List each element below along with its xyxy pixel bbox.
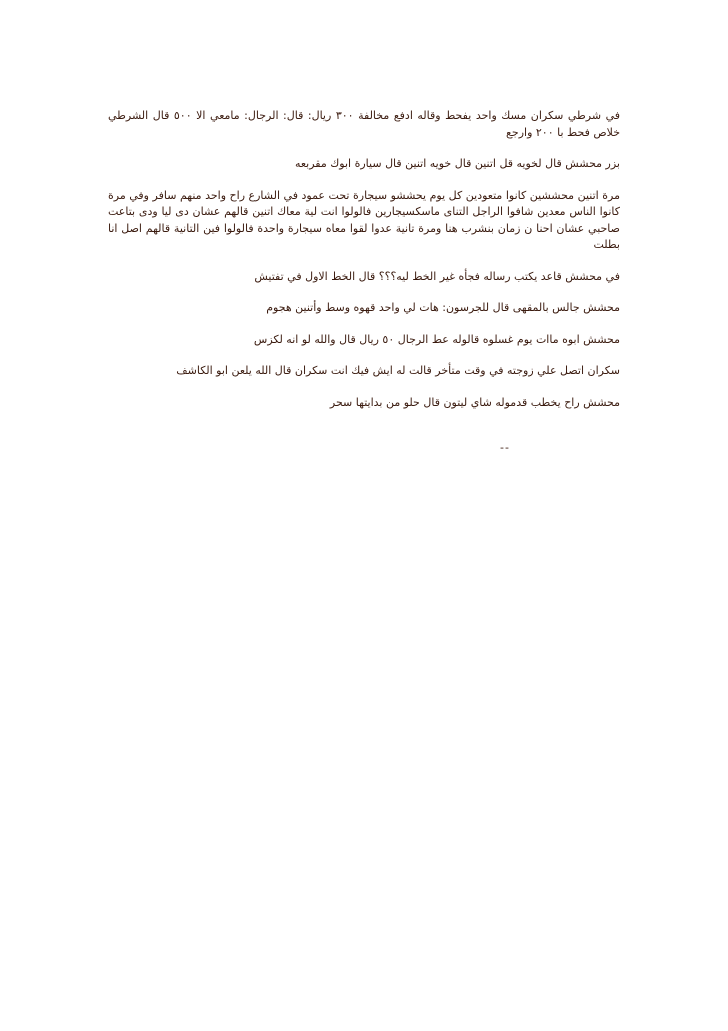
paragraph-8: محشش راح يخطب قدموله شاي ليتون قال حلو من بدايتها سحر: [329, 395, 620, 409]
paragraph-4: في محشش قاعد يكتب رساله فجأه غير الخط ليه؟؟؟ قال الخط الاول في تفتيش: [254, 269, 620, 283]
paragraph-5: محشش جالس بالمقهى قال للجرسون: هات لي واحد قهوه وسط وأتنين هجوم: [266, 301, 620, 314]
paragraph-7: سكران اتصل علي زوجته في وقت متأخر قالت له ايش فيك انت سكران قال الله يلعن ابو الكاشف: [176, 364, 620, 377]
paragraph-6: محشش ابوه ماات يوم غسلوه قالوله عط الرجال ٥٠ ريال قال والله لو انه لكزس: [253, 332, 620, 346]
document-body: [108, 108, 620, 426]
paragraph-3: مرة اتنين محششين كانوا متعودين كل يوم يحششو سيجارة تحت عمود في الشارع راح واحد منهم سافر وفي مرة كانوا الناس معدين شافوا الراجل التناى ماسكسيجارين فالولوا انت لية معاك اتنين قالهم عشان دى ليا ودى بتاعت صاحبي عشان احنا ن زمان بنشرب هنا ومرة تانية عدوا لقوا معاه سيجارة واحدة فالولوا فين التانية قالهم اصل انا بطلت: [108, 188, 620, 251]
paragraph-2: بزر محشش قال لخويه قل اتنين قال خويه اتنين قال سيارة ابوك مقربعه: [294, 157, 620, 170]
paragraph-1: في شرطي سكران مسك واحد يفحط وقاله ادفع مخالفة ٣٠٠ ريال: قال: الرجال: مامعي الا ٥٠٠ قال الشرطي خلاص فحط با ٢٠٠ وارجع: [108, 109, 620, 139]
end-mark: --: [500, 441, 510, 454]
